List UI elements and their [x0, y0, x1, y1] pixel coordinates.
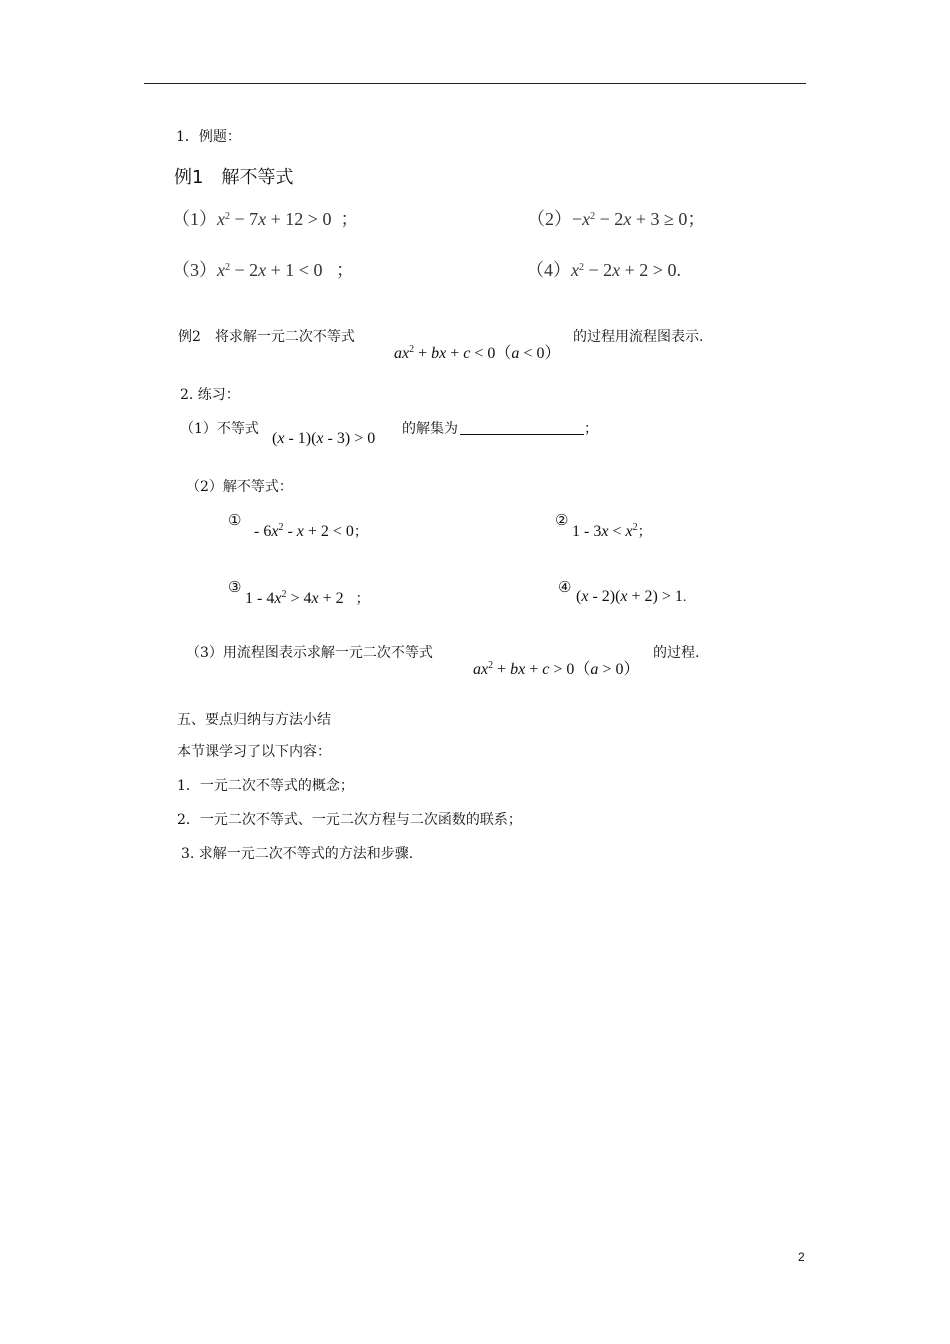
practice-q2-num-3: ③ [228, 578, 242, 596]
practice-q2-item-3: $1 - 4x^2 > 4x + 2$ ； [245, 589, 370, 607]
example1-title: 例1 解不等式 [174, 167, 294, 188]
section-heading-practice: 2. 练习： [180, 387, 240, 403]
page-number: 2 [798, 1250, 805, 1264]
practice-q2-heading: （2）解不等式： [186, 479, 293, 495]
example1-item-2: $(2)-x^2 - 2x + 3 \ge 0$； [527, 209, 706, 229]
practice-q2-num-1: ① [228, 511, 242, 529]
answer-blank[interactable] [460, 420, 584, 435]
practice-q2-item-2: $1 - 3x < x^2$； [572, 522, 652, 540]
summary-point-2: 2．一元二次不等式、一元二次方程与二次函数的联系； [177, 812, 522, 828]
practice-q3-prefix: （3）用流程图表示求解一元二次不等式 [186, 645, 433, 661]
section-heading-examples: 1．例题： [176, 129, 241, 145]
practice-q3-suffix: 的过程. [653, 645, 700, 661]
header-rule [144, 83, 806, 84]
practice-q1-prefix: （1）不等式 [180, 421, 259, 437]
practice-q3-formula: $ax^2$ + bx + c > 0（a > 0） [473, 660, 640, 678]
example2-prefix: 例2 将求解一元二次不等式 [178, 329, 355, 345]
practice-q1-formula: (x - 1)(x - 3) > 0 [272, 430, 376, 447]
example2-formula: $ax^2$ + bx + c < 0（a < 0） [394, 344, 561, 362]
example1-item-4: $(4)x^2 - 2x + 2 > 0$. [526, 260, 681, 280]
practice-q2-item-4: (x - 2)(x + 2) > 1. [576, 588, 687, 605]
example1-item-3: $(3)x^2 - 2x + 1 < 0$ ； [172, 260, 354, 280]
practice-q1-suffix: 的解集为 ； [402, 421, 598, 437]
summary-intro: 本节课学习了以下内容： [177, 744, 331, 760]
practice-q2-num-4: ④ [558, 578, 572, 596]
practice-q2-item-1: - $6x^2 - x + 2 < 0$； [254, 522, 368, 540]
example2-suffix: 的过程用流程图表示. [573, 329, 704, 345]
summary-point-1: 1．一元二次不等式的概念； [177, 778, 354, 794]
practice-q2-num-2: ② [555, 511, 569, 529]
summary-heading: 五、要点归纳与方法小结 [177, 712, 331, 728]
summary-point-3: 3. 求解一元二次不等式的方法和步骤. [181, 846, 414, 862]
example1-item-1: $(1)x^2 - 7x + 12 > 0$ ； [172, 209, 359, 229]
